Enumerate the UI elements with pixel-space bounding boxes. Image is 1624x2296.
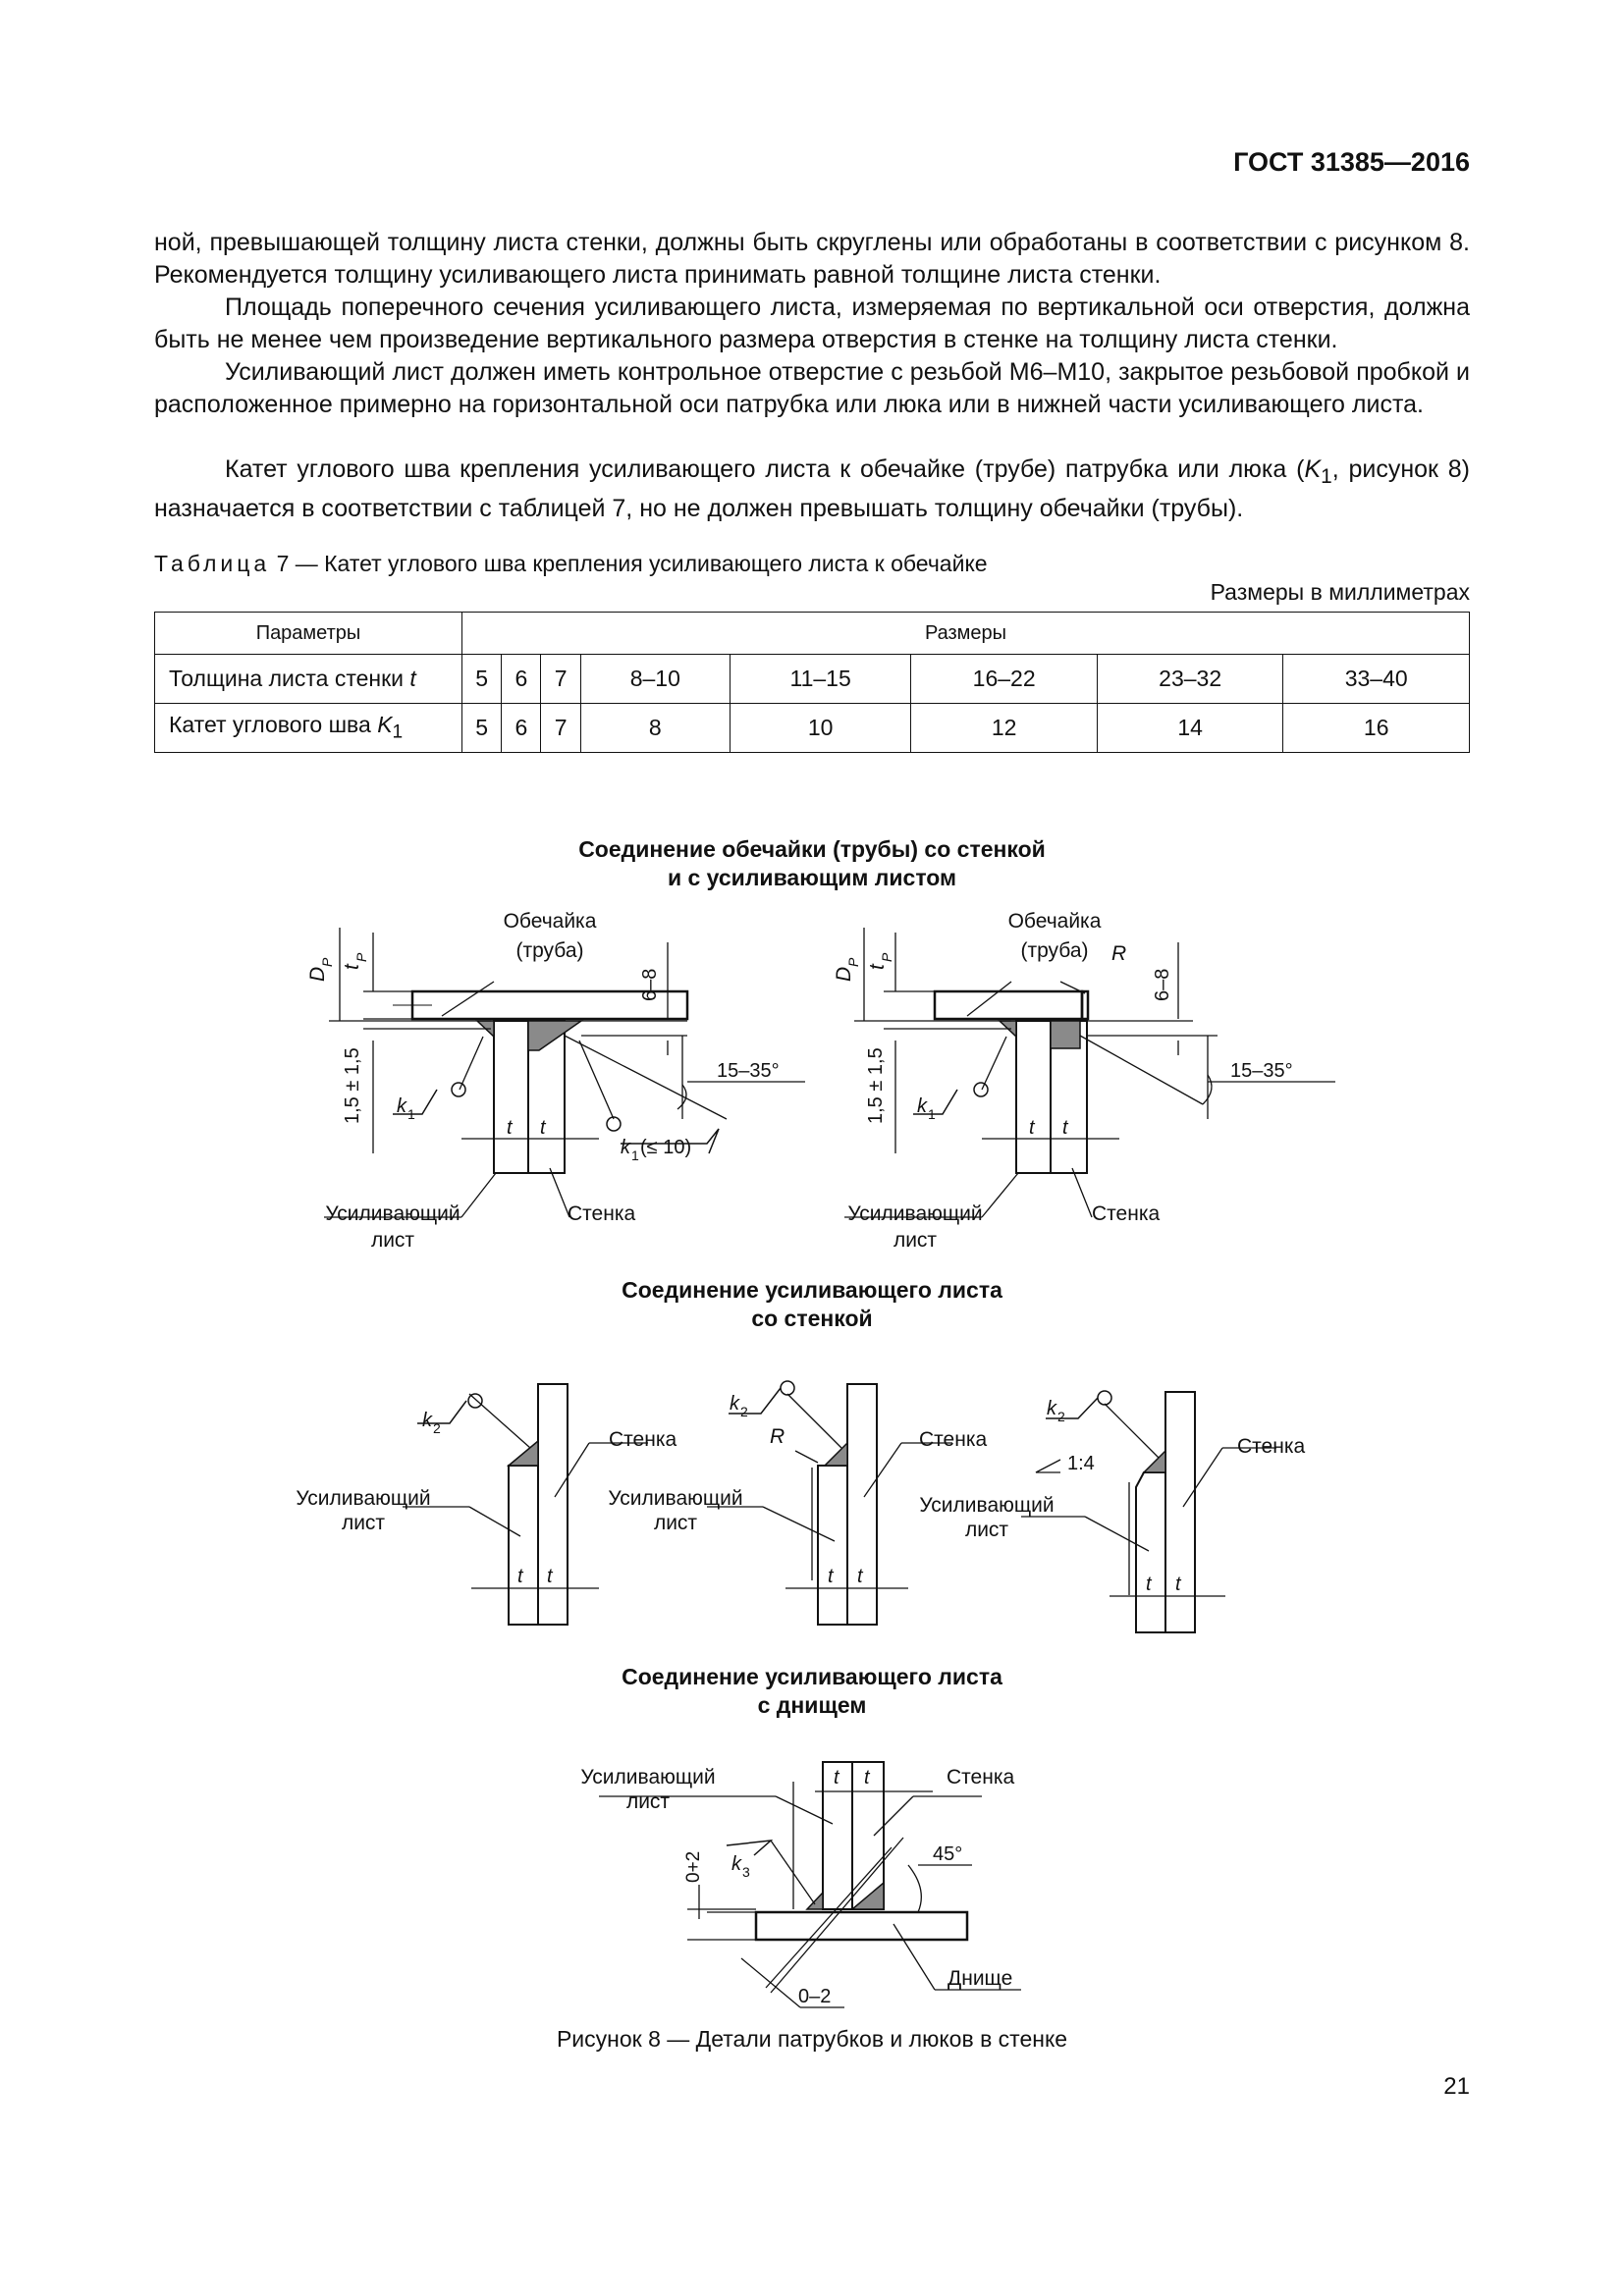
label-reinf-right-2: лист [893, 1229, 938, 1252]
label-reinf-5-2: лист [964, 1519, 1009, 1541]
dim-1-5-left: 1,5 ± 1,5 [342, 1047, 363, 1124]
figure-8-drawing [0, 815, 1624, 2022]
table-cell: 12 [911, 704, 1098, 753]
dim-0-2-vertical: 0+2 [683, 1850, 704, 1883]
label-reinf-6-1: Усиливающий [580, 1766, 716, 1789]
label-reinf-5-1: Усиливающий [919, 1494, 1055, 1517]
weld-k3: k [731, 1853, 741, 1875]
table-row-thickness [155, 655, 1470, 704]
angle-15-35-left: 15–35° [717, 1060, 780, 1082]
weld-k1b-sub-left: 1 [631, 1148, 639, 1163]
dim-t2-right: t [1062, 1117, 1068, 1139]
label-shell-left: Обечайка [503, 910, 597, 933]
dim-tP-sub-left: P [353, 952, 369, 962]
table-cell: 33–40 [1283, 655, 1470, 704]
label-wall-3: Стенка [609, 1428, 677, 1451]
page-number: 21 [1443, 2073, 1470, 2100]
table-cell: 7 [541, 655, 580, 704]
dim-t6-2: t [864, 1767, 870, 1789]
weld-k3-sub: 3 [742, 1864, 750, 1880]
label-wall-5: Стенка [1237, 1435, 1306, 1458]
weld-k2-2: k [730, 1393, 739, 1415]
weld-k2-1-sub: 2 [433, 1420, 441, 1436]
weld-le10-left: (≤ 10) [640, 1137, 692, 1158]
dim-DP-right: D [833, 966, 855, 982]
row-label-leg: Катет углового шва $K_1$ [155, 704, 462, 753]
section2-title-line1: Соединение усиливающего листа [622, 1277, 1002, 1303]
section1-title-line2: и с усиливающим листом [667, 865, 957, 890]
detail-reinf-wall-3 [1021, 1391, 1276, 1632]
weld-k1-left: k [397, 1095, 406, 1117]
table-caption: Таблица 7 — Катет углового шва крепления усиливающего листа к обечайке [154, 551, 988, 576]
table-cell: 8 [580, 704, 730, 753]
table-cell: 11–15 [730, 655, 911, 704]
dim-t1-right: t [1029, 1117, 1035, 1139]
table-cell: 6 [502, 655, 541, 704]
dim-t6-1: t [834, 1767, 839, 1789]
dim-t4-1: t [828, 1566, 834, 1587]
table-cell: 14 [1097, 704, 1283, 753]
row-label-thickness: Толщина листа стенки t [155, 655, 462, 704]
table-cell: 16–22 [911, 655, 1098, 704]
weld-k2-3: k [1047, 1398, 1056, 1419]
dim-tP-right: t [866, 964, 889, 970]
label-wall-6: Стенка [947, 1766, 1015, 1789]
label-R-right: R [1111, 942, 1127, 965]
label-shell-right: Обечайка [1007, 910, 1102, 933]
label-reinf-right-1: Усиливающий [847, 1202, 983, 1225]
dim-DP-left: D [306, 966, 329, 982]
paragraph-3: Усиливающий лист должен иметь контрольное отверстие с резьбой М6–М10, закрытое резьбовой пробкой и расположенное примерно на горизонтальной оси патрубка или люка или в нижней части усиливающего листа. [154, 358, 1470, 418]
dim-t5-2: t [1175, 1574, 1181, 1595]
dim-t3-1: t [517, 1566, 523, 1587]
angle-45: 45° [933, 1843, 963, 1865]
paragraph-1: ной, превышающей толщину листа стенки, должны быть скруглены или обработаны в соответствии с рисунком 8. Рекомендуется толщину усиливающего листа принимать равной толщине листа стенки. [154, 229, 1470, 289]
label-reinf-left-1: Усиливающий [325, 1202, 460, 1225]
label-pipe-left: (труба) [515, 939, 584, 962]
label-reinf-6-2: лист [625, 1790, 671, 1813]
angle-15-35-right: 15–35° [1230, 1060, 1293, 1082]
header-sizes: Размеры [462, 613, 1470, 655]
label-bottom: Днище [947, 1967, 1013, 1990]
dim-6-8-right: 6–8 [1152, 968, 1173, 1001]
label-reinf-4-2: лист [653, 1512, 698, 1534]
label-wall-left: Стенка [568, 1202, 636, 1225]
label-reinf-3-2: лист [341, 1512, 386, 1534]
dim-DP-sub-right: P [845, 957, 861, 967]
weld-k2-3-sub: 2 [1057, 1409, 1065, 1424]
label-reinf-4-1: Усиливающий [608, 1487, 743, 1510]
paragraph-4: Катет углового шва крепления усиливающего листа к обечайке (трубе) патрубка или люка ($K_1$, рисунок 8) назначается в соответствии с таблицей 7, но не должен превышать толщину обечайки (трубы). [154, 455, 1470, 522]
section3-title-line2: с днищем [757, 1692, 867, 1718]
label-wall-4: Стенка [919, 1428, 988, 1451]
weld-k1b-left: k [621, 1137, 630, 1158]
weld-k2-1: k [422, 1410, 432, 1431]
section3-title-line1: Соединение усиливающего листа [622, 1664, 1002, 1689]
dim-tP-left: t [341, 964, 363, 970]
label-reinf-left-2: лист [370, 1229, 415, 1252]
dim-t1-left: t [507, 1117, 513, 1139]
dim-tP-sub-right: P [879, 952, 894, 962]
label-R-4: R [770, 1425, 785, 1448]
weld-leg-table [154, 612, 1470, 753]
dim-t4-2: t [857, 1566, 863, 1587]
table-cell: 5 [462, 655, 502, 704]
table-cell: 8–10 [580, 655, 730, 704]
document-header: ГОСТ 31385—2016 [1233, 147, 1470, 177]
table-units: Размеры в миллиметрах [1210, 579, 1470, 605]
table-cell: 6 [502, 704, 541, 753]
section1-title-line1: Соединение обечайки (трубы) со стенкой [578, 836, 1046, 862]
label-pipe-right: (труба) [1020, 939, 1089, 962]
figure-caption: Рисунок 8 — Детали патрубков и люков в стенке [556, 2026, 1068, 2052]
label-wall-right: Стенка [1092, 1202, 1161, 1225]
table-cell: 23–32 [1097, 655, 1283, 704]
weld-k2-2-sub: 2 [740, 1404, 748, 1419]
dim-t3-2: t [547, 1566, 553, 1587]
dim-0-2-horizontal: 0–2 [798, 1986, 832, 2007]
table-cell: 16 [1283, 704, 1470, 753]
header-params: Параметры [155, 613, 462, 655]
table-row-leg [155, 704, 1470, 753]
slope-1-4: 1:4 [1067, 1453, 1095, 1474]
table-header-row [155, 613, 1470, 655]
section2-title-line2: со стенкой [751, 1306, 873, 1331]
dim-6-8-left: 6–8 [639, 968, 661, 1001]
dim-DP-sub-left: P [319, 957, 335, 967]
weld-k1-sub-right: 1 [928, 1106, 936, 1122]
table-cell: 7 [541, 704, 580, 753]
weld-k1-right: k [917, 1095, 927, 1117]
table-cell: 5 [462, 704, 502, 753]
dim-t5-1: t [1146, 1574, 1152, 1595]
dim-t2-left: t [540, 1117, 546, 1139]
table-cell: 10 [730, 704, 911, 753]
label-reinf-3-1: Усиливающий [296, 1487, 431, 1510]
dim-1-5-right: 1,5 ± 1,5 [865, 1047, 887, 1124]
weld-k1-sub-left: 1 [407, 1106, 415, 1122]
paragraph-2: Площадь поперечного сечения усиливающего листа, измеряемая по вертикальной оси отверстия, должна быть не менее чем произведение вертикального размера отверстия в стенке на толщину листа стенки. [154, 294, 1470, 353]
